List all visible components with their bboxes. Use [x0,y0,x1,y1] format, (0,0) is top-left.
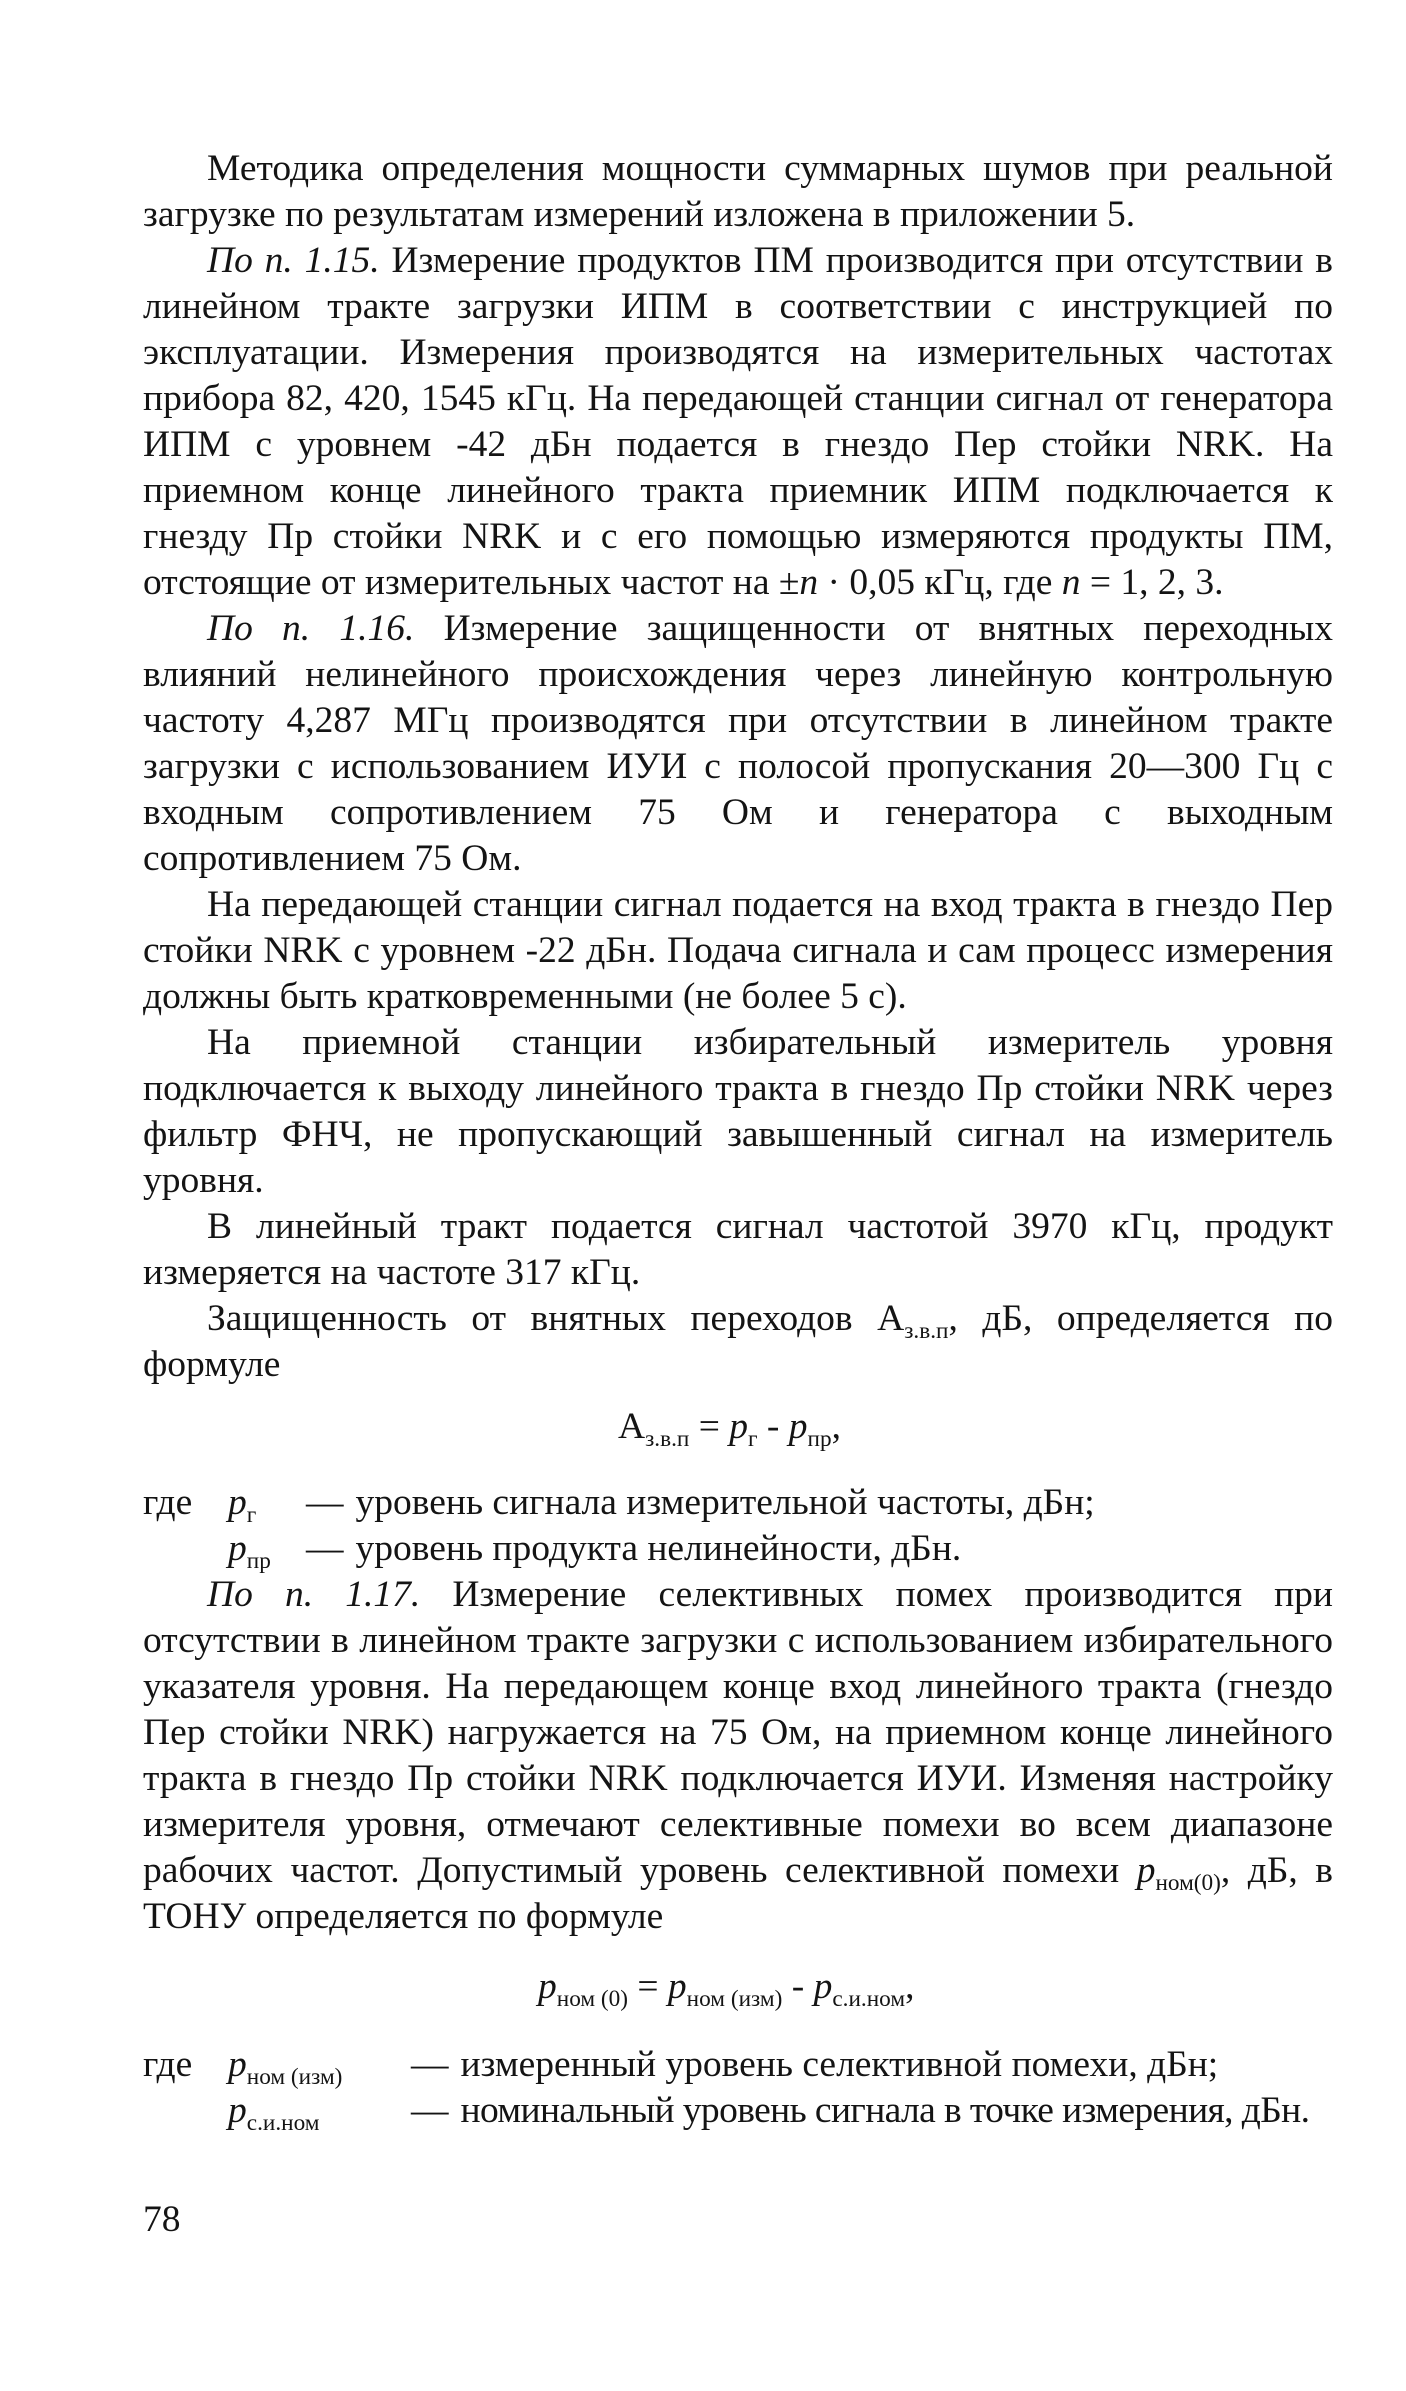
legend-line: где $p_{ном (изм)}$ — измеренный уровень селективной помехи, дБн; [143,2044,1219,2091]
paragraph-signal: В линейный тракт подается сигнал частотой 3970 кГц, продукт измеряется на частоте 317 кГц. [143,1206,1333,1293]
paragraph-1-17: По п. 1.17. Измерение селективных помех производится при отсутствии в линейном тракте загрузки с использованием избирательного указателя уровня. На передающем конце вход линейного тракта (гнездо Пер стойки NRK) нагружается на 75 Ом, на приемном конце линейного тракта в гнездо Пр стойки NRK подключается ИУИ. Изменяя настройку измерителя уровня, отмечают селективные помехи во всем диапазоне рабочих частот. Допустимый уровень селективной помехи $p_{ном(0)}$, дБ, в ТОНУ определяется по формуле [143,1574,1333,1937]
formula-selective: $p_{ном (0)} = p_{ном (изм)} - p_{с.и.ном}$, [538,1966,915,2013]
legend-line: где $p_г$ — уровень сигнала измерительной частоты, дБн; [143,1482,1095,1529]
page-text [143,146,1334,2137]
legend-line: $p_{с.и.ном}$ — номинальный уровень сигнала в точке измерения, дБн. [228,2090,1310,2137]
paragraph-1-15: По п. 1.15. Измерение продуктов ПМ производится при отсутствии в линейном тракте загрузки ИПМ в соответствии с инструкцией по эксплуатации. Измерения производятся на измерительных частотах прибора 82, 420, 1545 кГц. На передающей станции сигнал от генератора ИПМ с уровнем -42 дБн подается в гнездо Пер стойки NRK. На приемном конце линейного тракта приемник ИПМ подключается к гнезду Пр стойки NRK и с его помощью измеряются продукты ПМ, отстоящие от измерительных частот на ±n · 0,05 кГц, где n = 1, 2, 3. [143,240,1333,603]
legend-line: $p_{пр}$ — уровень продукта нелинейности, дБн. [228,1528,962,1575]
paragraph-transmit: На передающей станции сигнал подается на вход тракта в гнездо Пер стойки NRK с уровнем -22 дБн. Подача сигнала и сам процесс измерения должны быть кратковременными (не более 5 с). [143,884,1333,1017]
paragraph-receive: На приемной станции избирательный измеритель уровня подключается к выходу линейного тракта в гнездо Пр стойки NRK через фильтр ФНЧ, не пропускающий завышенный сигнал на измеритель уровня. [143,1022,1333,1201]
paragraph-protection: Защищенность от внятных переходов $A_{з.в.п}$, дБ, определяется по формуле [143,1298,1334,1385]
section-ref: По п. 1.16. [207,608,415,649]
section-ref: По п. 1.15. [207,240,380,281]
page-number: 78 [143,2199,181,2240]
formula-protection: $A_{з.в.п} = p_г - p_{пр}$, [618,1406,841,1453]
variable-n: n [799,562,819,603]
paragraph-1-16: По п. 1.16. Измерение защищенности от внятных переходных влияний нелинейного происхождения через линейную контрольную частоту 4,287 МГц производятся при отсутствии в линейном тракте загрузки с использованием ИУИ с полосой пропускания 20—300 Гц с входным сопротивлением 75 Ом и генератора с выходным сопротивлением 75 Ом. [143,608,1333,879]
section-ref: По п. 1.17. [207,1574,421,1615]
paragraph-intro: Методика определения мощности суммарных шумов при реальной загрузке по результатам измерений изложена в приложении 5. [143,148,1333,235]
variable-n: n [1061,562,1081,603]
